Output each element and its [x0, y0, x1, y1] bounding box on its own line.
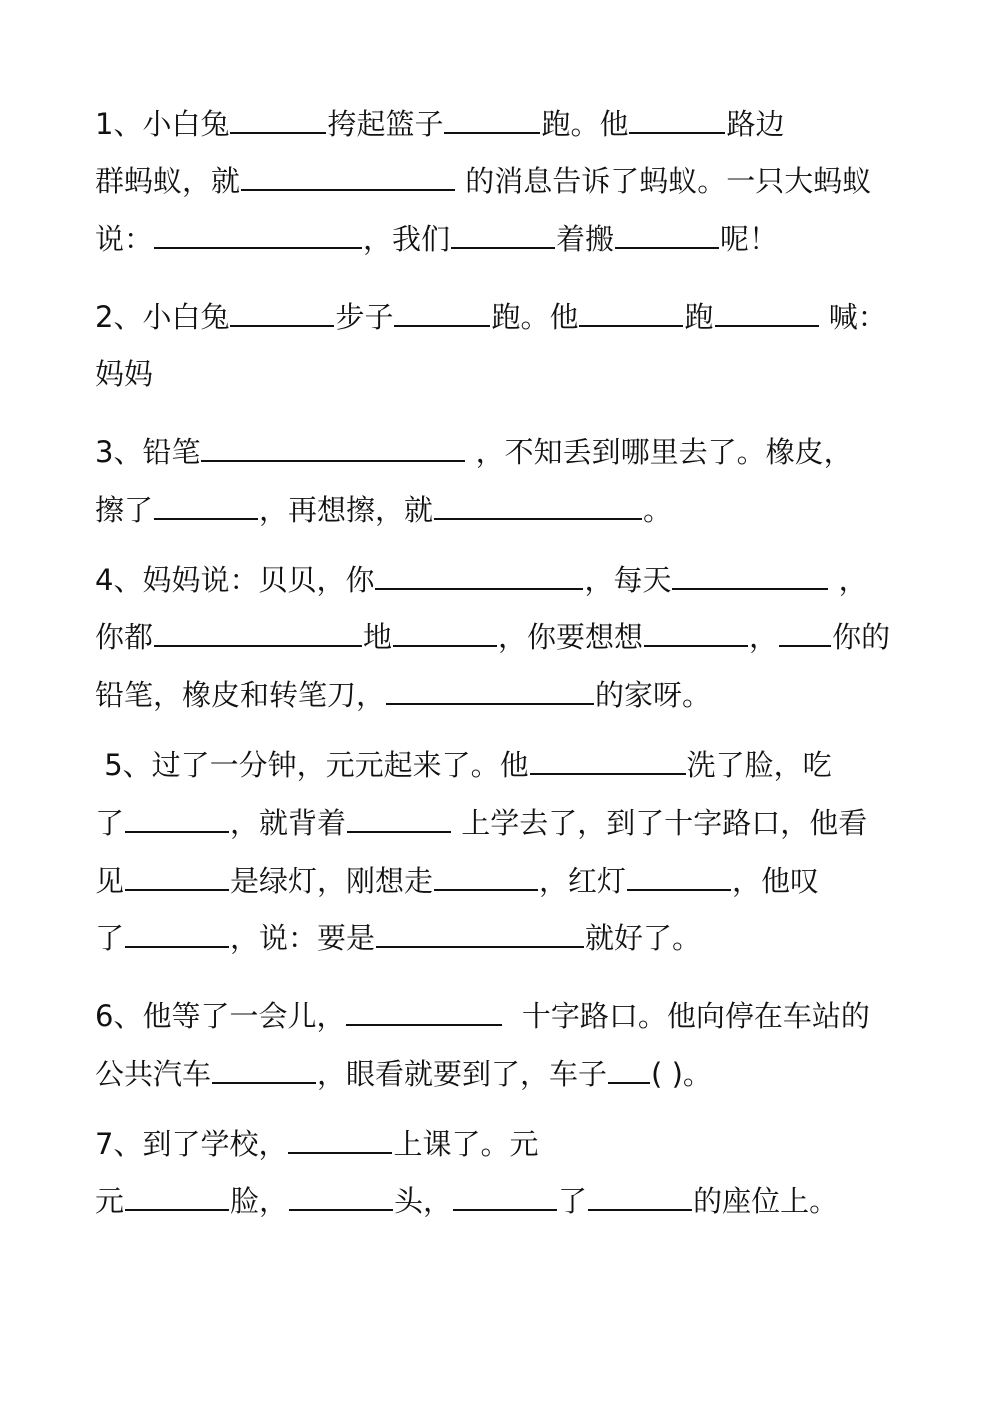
answer-blank[interactable] — [154, 617, 362, 647]
answer-blank[interactable] — [288, 1124, 392, 1154]
question-text: 上学去了，到了十字路口，他看 — [452, 806, 868, 840]
question-text: ，我们 — [363, 222, 451, 256]
question-5-line-3 — [95, 861, 819, 901]
answer-blank[interactable] — [579, 297, 683, 327]
answer-blank[interactable] — [376, 918, 584, 948]
answer-blank[interactable] — [375, 560, 583, 590]
question-text: 着搬 — [556, 222, 615, 256]
question-text: 6、他等了一会儿， — [95, 999, 346, 1033]
question-text: 跑 — [684, 300, 714, 334]
question-text: 你的 — [832, 620, 891, 654]
answer-blank[interactable] — [230, 297, 334, 327]
question-text: 5、过了一分钟，元元起来了。他 — [95, 748, 529, 782]
question-4-line-3 — [95, 675, 711, 715]
question-text: 挎起篮子 — [327, 107, 444, 141]
question-text: 洗了脸，吃 — [686, 748, 832, 782]
question-text: ，说：要是 — [230, 921, 376, 955]
question-text: 了 — [95, 806, 125, 840]
question-text: 是绿灯，刚想走 — [230, 864, 434, 898]
question-text: 步子 — [335, 300, 394, 334]
answer-blank[interactable] — [629, 104, 725, 134]
answer-blank[interactable] — [644, 617, 748, 647]
answer-blank[interactable] — [346, 996, 502, 1026]
question-4-line-1 — [95, 560, 868, 600]
question-2-line-2 — [95, 354, 153, 394]
answer-blank[interactable] — [154, 490, 258, 520]
question-text: ，就背着 — [230, 806, 347, 840]
answer-blank[interactable] — [289, 1181, 393, 1211]
question-text: 1、小白兔 — [95, 107, 230, 141]
question-1-line-3 — [95, 219, 778, 259]
question-4-line-2 — [95, 617, 890, 657]
question-text: 3、铅笔 — [95, 435, 201, 469]
question-text: 喊： — [819, 300, 887, 334]
answer-blank[interactable] — [615, 219, 719, 249]
question-text: 群蚂蚁，就 — [95, 164, 241, 198]
answer-blank[interactable] — [608, 1054, 650, 1084]
question-text: 的家呀。 — [595, 678, 712, 712]
question-5-line-2 — [95, 803, 867, 843]
question-3-line-2 — [95, 490, 672, 530]
question-text: 7、到了学校， — [95, 1127, 288, 1161]
answer-blank[interactable] — [715, 297, 819, 327]
question-text: 擦了 — [95, 493, 154, 527]
question-text: ，每天 — [584, 563, 672, 597]
question-2-line-1 — [95, 297, 887, 337]
question-text: ，你要想想 — [498, 620, 644, 654]
answer-blank[interactable] — [212, 1054, 316, 1084]
answer-blank[interactable] — [434, 861, 538, 891]
question-text: ， — [749, 620, 779, 654]
question-1-line-1 — [95, 104, 785, 144]
answer-blank[interactable] — [230, 104, 326, 134]
question-text: 上课了。元 — [393, 1127, 539, 1161]
question-text: 路边 — [726, 107, 785, 141]
question-1-line-2 — [95, 161, 871, 201]
question-7-line-2 — [95, 1181, 838, 1221]
question-text: ( )。 — [651, 1057, 712, 1091]
answer-blank[interactable] — [386, 675, 594, 705]
answer-blank[interactable] — [125, 918, 229, 948]
question-5-line-1 — [95, 745, 832, 785]
question-text: 头， — [394, 1184, 453, 1218]
question-text: 地 — [363, 620, 393, 654]
question-text: 妈妈 — [95, 357, 154, 391]
question-text: 的消息告诉了蚂蚁。一只大蚂蚁 — [456, 164, 872, 198]
question-text: 4、妈妈说：贝贝，你 — [95, 563, 375, 597]
answer-blank[interactable] — [154, 219, 362, 249]
answer-blank[interactable] — [347, 803, 451, 833]
answer-blank[interactable] — [125, 861, 229, 891]
question-3-line-1 — [95, 432, 853, 472]
question-6-line-1 — [95, 996, 870, 1036]
question-text: ，再想擦，就 — [259, 493, 434, 527]
answer-blank[interactable] — [588, 1181, 692, 1211]
answer-blank[interactable] — [394, 297, 490, 327]
question-text: 呢！ — [720, 222, 779, 256]
answer-blank[interactable] — [434, 490, 642, 520]
question-text: 了 — [95, 921, 125, 955]
question-text: 2、小白兔 — [95, 300, 230, 334]
answer-blank[interactable] — [444, 104, 540, 134]
question-text: ，不知丢到哪里去了。橡皮， — [466, 435, 853, 469]
answer-blank[interactable] — [125, 803, 229, 833]
question-text: 跑。他 — [541, 107, 629, 141]
answer-blank[interactable] — [453, 1181, 557, 1211]
question-text: 就好了。 — [585, 921, 702, 955]
question-6-line-2 — [95, 1054, 712, 1094]
question-text: 跑。他 — [491, 300, 579, 334]
question-text: 的座位上。 — [693, 1184, 839, 1218]
question-5-line-4 — [95, 918, 701, 958]
question-7-line-1 — [95, 1124, 538, 1164]
question-text: ，眼看就要到了，车子 — [317, 1057, 608, 1091]
question-text: 了 — [558, 1184, 588, 1218]
question-text: 。 — [643, 493, 673, 527]
question-text: 元 — [95, 1184, 125, 1218]
question-text: 说： — [95, 222, 154, 256]
answer-blank[interactable] — [672, 560, 828, 590]
answer-blank[interactable] — [201, 432, 465, 462]
question-text: 脸， — [230, 1184, 289, 1218]
answer-blank[interactable] — [393, 617, 497, 647]
question-text: ，他叹 — [732, 864, 820, 898]
answer-blank[interactable] — [241, 161, 455, 191]
answer-blank[interactable] — [530, 745, 686, 775]
question-text: ，红灯 — [539, 864, 627, 898]
question-text: ， — [829, 563, 868, 597]
question-text: 公共汽车 — [95, 1057, 212, 1091]
answer-blank[interactable] — [451, 219, 555, 249]
answer-blank[interactable] — [627, 861, 731, 891]
question-text: 见 — [95, 864, 125, 898]
question-text: 铅笔，橡皮和转笔刀， — [95, 678, 386, 712]
question-text: 十字路口。他向停在车站的 — [503, 999, 870, 1033]
question-text: 你都 — [95, 620, 154, 654]
answer-blank[interactable] — [779, 617, 831, 647]
answer-blank[interactable] — [125, 1181, 229, 1211]
